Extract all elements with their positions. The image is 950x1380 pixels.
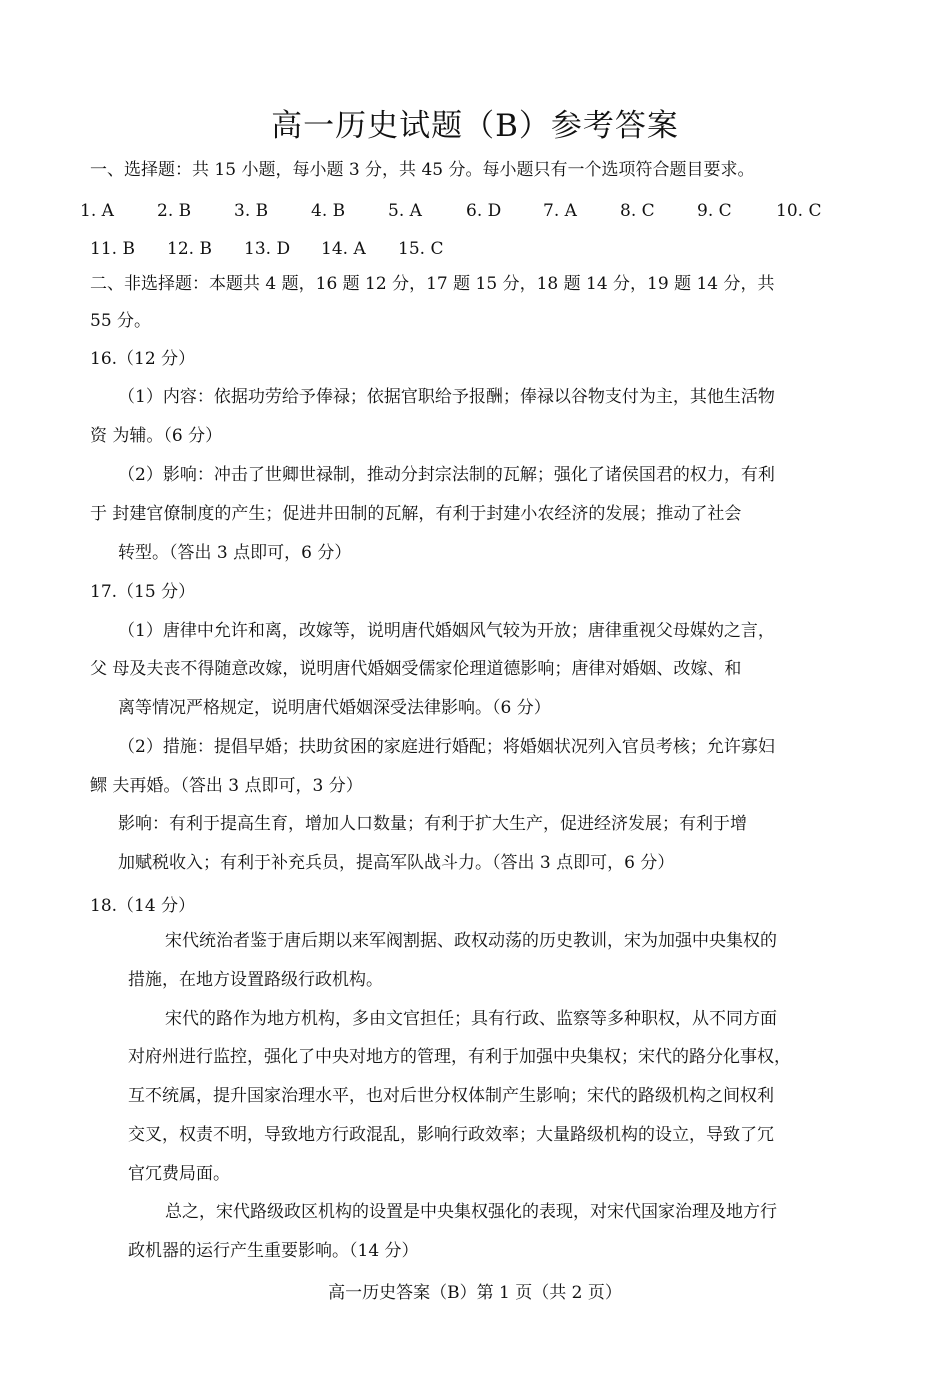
answer-item: 1. A [80, 201, 114, 221]
answer-item: 11. B [90, 239, 135, 259]
q16-label: 16.（12 分） [90, 349, 196, 369]
answer-item: 7. A [543, 201, 577, 221]
q17-line: 影响：有利于提高生育，增加人口数量；有利于扩大生产，促进经济发展；有利于增 [118, 814, 747, 834]
page-footer: 高一历史答案（B）第 1 页（共 2 页） [328, 1283, 622, 1303]
answer-item: 4. B [311, 201, 346, 221]
q18-label: 18.（14 分） [90, 896, 196, 916]
q18-line: 宋代统治者鉴于唐后期以来军阀割据、政权动荡的历史教训，宋为加强中央集权的 [165, 931, 777, 951]
page-title: 高一历史试题（B）参考答案 [271, 108, 679, 144]
part2-heading-line2: 55 分。 [90, 311, 152, 331]
answer-item: 9. C [697, 201, 732, 221]
answer-item: 6. D [466, 201, 502, 221]
q17-line: 加赋税收入；有利于补充兵员，提高军队战斗力。（答出 3 点即可，6 分） [118, 853, 675, 873]
q18-line: 措施，在地方设置路级行政机构。 [128, 970, 383, 990]
answer-item: 13. D [244, 239, 291, 259]
q17-line: （1）唐律中允许和离，改嫁等，说明唐代婚姻风气较为开放；唐律重视父母媒妁之言， [118, 621, 775, 641]
answer-item: 12. B [167, 239, 212, 259]
q17-line: （2）措施：提倡早婚；扶助贫困的家庭进行婚配；将婚姻状况列入官员考核；允许寡妇 [118, 737, 775, 757]
answer-item: 14. A [321, 239, 366, 259]
answer-item: 10. C [776, 201, 822, 221]
q16-line: 资 为辅。（6 分） [90, 426, 223, 446]
q16-line: （1）内容：依据功劳给予俸禄；依据官职给予报酬；俸禄以谷物支付为主，其他生活物 [118, 387, 775, 407]
q16-line: 转型。（答出 3 点即可，6 分） [118, 543, 352, 563]
q18-line: 官冗费局面。 [128, 1164, 230, 1184]
q17-line: 父 母及夫丧不得随意改嫁，说明唐代婚姻受儒家伦理道德影响；唐律对婚姻、改嫁、和 [90, 659, 742, 679]
q18-line: 总之，宋代路级政区机构的设置是中央集权强化的表现，对宋代国家治理及地方行 [165, 1202, 777, 1222]
answer-item: 3. B [234, 201, 269, 221]
q17-line: 鳏 夫再婚。（答出 3 点即可，3 分） [90, 776, 363, 796]
q17-label: 17.（15 分） [90, 582, 196, 602]
q18-line: 宋代的路作为地方机构，多由文官担任；具有行政、监察等多种职权，从不同方面 [165, 1009, 777, 1029]
q18-line: 对府州进行监控，强化了中央对地方的管理，有利于加强中央集权；宋代的路分化事权， [128, 1047, 791, 1067]
q16-line: 于 封建官僚制度的产生；促进井田制的瓦解，有利于封建小农经济的发展；推动了社会 [90, 504, 742, 524]
q18-line: 政机器的运行产生重要影响。（14 分） [128, 1241, 419, 1261]
answer-item: 5. A [388, 201, 422, 221]
q18-line: 交叉，权责不明，导致地方行政混乱，影响行政效率；大量路级机构的设立，导致了冗 [128, 1125, 774, 1145]
q18-line: 互不统属，提升国家治理水平，也对后世分权体制产生影响；宋代的路级机构之间权利 [128, 1086, 774, 1106]
q17-line: 离等情况严格规定，说明唐代婚姻深受法律影响。（6 分） [118, 698, 551, 718]
answer-item: 2. B [157, 201, 192, 221]
part2-heading-line1: 二、非选择题：本题共 4 题，16 题 12 分，17 题 15 分，18 题 14 分，19 题 14 分，共 [90, 274, 775, 294]
part1-heading: 一、选择题：共 15 小题，每小题 3 分，共 45 分。每小题只有一个选项符合题目要求。 [90, 160, 755, 180]
q16-line: （2）影响：冲击了世卿世禄制，推动分封宗法制的瓦解；强化了诸侯国君的权力，有利 [118, 465, 775, 485]
answer-item: 15. C [398, 239, 444, 259]
answer-item: 8. C [620, 201, 655, 221]
